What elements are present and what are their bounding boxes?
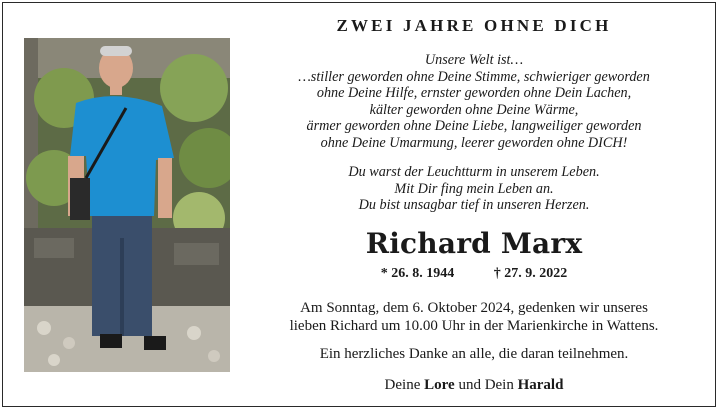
poem-block [240, 52, 708, 152]
memorial-announcement [240, 299, 708, 335]
deceased-name: Richard Marx [365, 227, 583, 260]
death-date: † 27. 9. 2022 [493, 266, 568, 281]
signature-name-1: Lore [424, 377, 455, 393]
poem-line: ohne Deine Umarmung, leerer geworden ohne DICH! [320, 134, 628, 151]
poem-line: ärmer geworden ohne Deine Liebe, langweiliger geworden [306, 118, 642, 135]
life-dates [240, 266, 708, 282]
signature-name-2: Harald [517, 377, 564, 393]
dedication-line: Du warst der Leuchtturm in unserem Leben. [348, 164, 600, 180]
signature-middle: und Dein [458, 377, 514, 393]
headline: ZWEI JAHRE OHNE DICH [336, 16, 612, 35]
dedication-line: Du bist unsagbar tief in unseren Herzen. [358, 197, 590, 214]
birth-date: * 26. 8. 1944 [380, 266, 455, 281]
dedication-block [240, 164, 708, 214]
announcement-line: lieben Richard um 10.00 Uhr in der Marienkirche in Wattens. [289, 318, 659, 334]
announcement-line: Am Sonntag, dem 6. Oktober 2024, gedenken wir unseres [300, 300, 648, 316]
portrait-photo [24, 38, 230, 372]
poem-line: …stiller geworden ohne Deine Stimme, schwieriger geworden [298, 68, 650, 85]
thanks-note: Ein herzliches Danke an alle, die daran teilnehmen. [319, 346, 629, 362]
poem-line: kälter geworden ohne Deine Wärme, [369, 101, 579, 118]
signature [240, 377, 708, 394]
poem-line: Unsere Welt ist… [424, 52, 524, 68]
dedication-line: Mit Dir fing mein Leben an. [394, 180, 554, 197]
signature-prefix: Deine [384, 377, 421, 393]
poem-line: ohne Deine Hilfe, ernster geworden ohne Dein Lachen, [316, 85, 632, 102]
